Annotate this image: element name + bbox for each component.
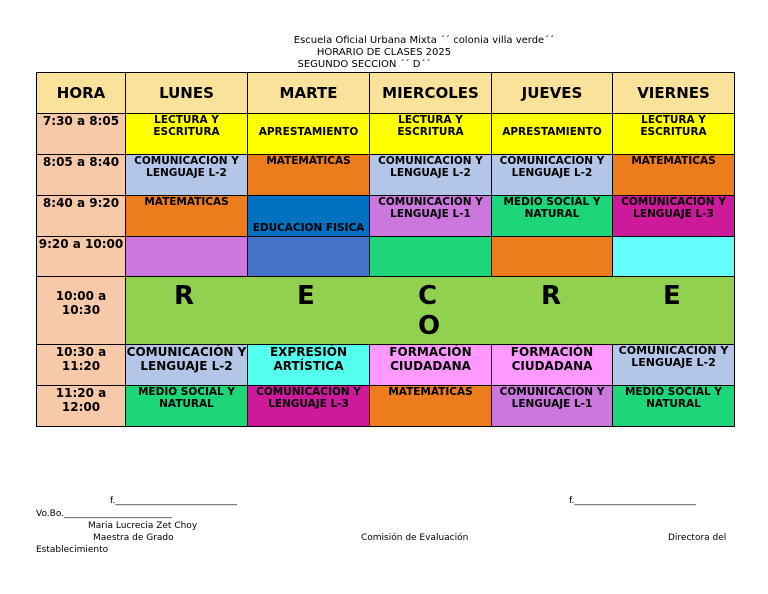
class-cell: MATEMÁTICAS [613, 155, 735, 196]
class-cell: LECTURA Y ESCRITURA [126, 114, 248, 155]
section-label: SEGUNDO SECCION ´´ D´´ [297, 59, 431, 70]
class-cell: LECTURA Y ESCRITURA [370, 114, 492, 155]
col-viernes: VIERNES [613, 73, 735, 114]
col-lunes: LUNES [126, 73, 248, 114]
signature-line-left: f.___________________________ [110, 496, 237, 506]
class-cell [248, 237, 370, 277]
recess-letter: E [663, 281, 681, 311]
table-row [37, 345, 735, 386]
col-hora: HORA [37, 73, 126, 114]
col-jueves: JUEVES [492, 73, 613, 114]
class-cell: FORMACIÓN CIUDADANA [492, 345, 613, 386]
class-cell: APRESTAMIENTO [248, 114, 370, 155]
school-name: Escuela Oficial Urbana Mixta ´´ colonia villa verde´´ [293, 35, 555, 46]
time-cell: 10:30 a 11:20 [37, 345, 126, 386]
class-cell: COMUNICACIÓN Y LENGUAJE L-2 [370, 155, 492, 196]
class-cell: MATEMÁTICAS [126, 196, 248, 237]
class-cell: COMUNICACIÓN Y LENGUAJE L-1 [370, 196, 492, 237]
table-row [37, 237, 735, 277]
table-row [37, 155, 735, 196]
recess-letter: C [418, 281, 438, 311]
time-cell: 7:30 a 8:05 [37, 114, 126, 155]
time-cell: 10:00 a 10:30 [37, 277, 126, 345]
col-miercoles: MIERCOLES [370, 73, 492, 114]
class-cell: FORMACIÓN CIUDADANA [370, 345, 492, 386]
time-cell: 8:40 a 9:20 [37, 196, 126, 237]
committee-label: Comisión de Evaluación [361, 533, 469, 543]
teacher-role: Maestra de Grado [93, 533, 174, 543]
signature-line-right: f.___________________________ [569, 496, 696, 506]
recess-banner [126, 277, 735, 345]
class-cell [370, 237, 492, 277]
establishment-label: Establecimiento [36, 545, 109, 555]
recess-letter: E [297, 281, 315, 311]
class-cell: COMUNICACIÓN Y LENGUAJE L-2 [492, 155, 613, 196]
table-row [37, 196, 735, 237]
time-cell: 9:20 a 10:00 [37, 237, 126, 277]
class-cell: MEDIO SOCIAL Y NATURAL [126, 386, 248, 427]
class-cell: MATEMÁTICAS [370, 386, 492, 427]
recess-letter: O [418, 311, 441, 341]
col-marte: MARTE [248, 73, 370, 114]
class-cell [492, 237, 613, 277]
class-cell: APRESTAMIENTO [492, 114, 613, 155]
recess-letter: R [541, 281, 562, 311]
recess-letter: R [174, 281, 195, 311]
class-cell: EDUCACION FISICA [248, 196, 370, 237]
class-cell: MEDIO SOCIAL Y NATURAL [492, 196, 613, 237]
schedule-title: HORARIO DE CLASES 2025 [316, 47, 452, 58]
director-label: Directora del [668, 533, 727, 543]
schedule-table [36, 72, 735, 427]
class-cell: EXPRESIÓN ARTÍSTICA [248, 345, 370, 386]
table-row [37, 114, 735, 155]
class-cell: COMUNICACIÓN Y LENGUAJE L-2 [613, 345, 735, 386]
class-cell [126, 237, 248, 277]
teacher-name: Maria Lucrecia Zet Choy [88, 521, 198, 531]
class-cell: LECTURA Y ESCRITURA [613, 114, 735, 155]
recess-row [37, 277, 735, 345]
table-header-row [37, 73, 735, 114]
class-cell [613, 237, 735, 277]
class-cell: MEDIO SOCIAL Y NATURAL [613, 386, 735, 427]
vobo-line: Vo.Bo.________________________ [36, 509, 173, 519]
class-cell: COMUNICACIÓN Y LENGUAJE L-2 [126, 345, 248, 386]
time-cell: 8:05 a 8:40 [37, 155, 126, 196]
table-row [37, 386, 735, 427]
class-cell: MATEMÁTICAS [248, 155, 370, 196]
time-cell: 11:20 a 12:00 [37, 386, 126, 427]
class-cell: COMUNICACIÓN Y LENGUAJE L-3 [613, 196, 735, 237]
class-cell: COMUNICACIÓN Y LENGUAJE L-2 [126, 155, 248, 196]
class-cell: COMUNICACIÓN Y LENGUAJE L-1 [492, 386, 613, 427]
class-cell: COMUNICACIÓN Y LENGUAJE L-3 [248, 386, 370, 427]
